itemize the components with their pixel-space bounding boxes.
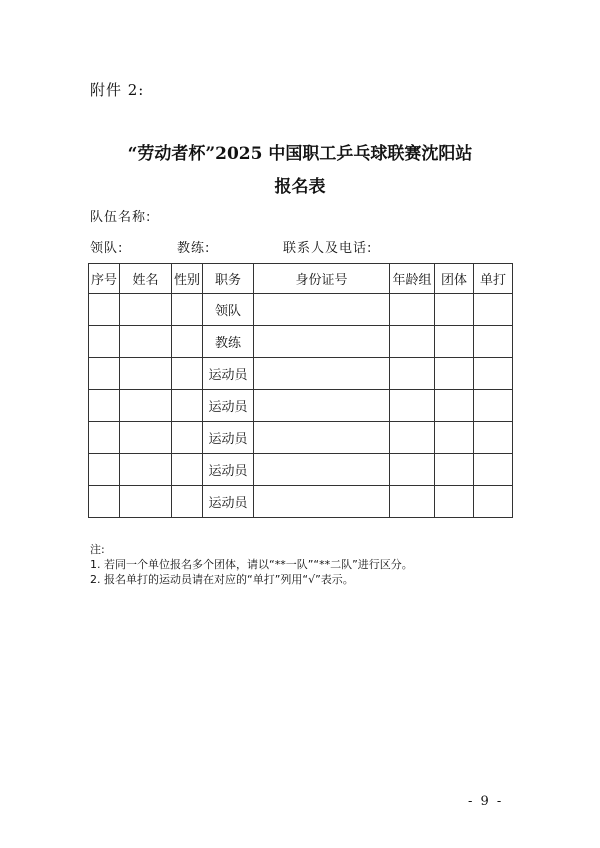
table-row [89,454,513,486]
registration-table [88,263,513,518]
empty-cell [390,326,435,358]
notes [90,542,413,587]
note-item: 2. 报名单打的运动员请在对应的“单打”列用“√”表示。 [90,573,354,586]
empty-cell [390,390,435,422]
empty-cell [172,294,203,326]
role-cell: 教练 [203,326,254,358]
empty-cell [474,358,513,390]
column-header: 职务 [203,264,254,294]
empty-cell [390,486,435,518]
column-header: 姓名 [120,264,172,294]
empty-cell [172,326,203,358]
empty-cell [390,422,435,454]
empty-cell [435,294,474,326]
coach-label: 教练: [177,241,211,256]
role-cell: 领队 [203,294,254,326]
empty-cell [89,358,120,390]
table-header-row [89,264,513,294]
table-row [89,294,513,326]
role-cell: 运动员 [203,422,254,454]
empty-cell [172,358,203,390]
empty-cell [172,390,203,422]
empty-cell [120,326,172,358]
empty-cell [120,390,172,422]
empty-cell [254,358,390,390]
table-row [89,422,513,454]
empty-cell [120,294,172,326]
leader-label: 领队: [90,241,124,256]
empty-cell [120,422,172,454]
role-cell: 运动员 [203,486,254,518]
empty-cell [254,454,390,486]
table-row [89,390,513,422]
empty-cell [390,294,435,326]
empty-cell [89,486,120,518]
role-cell: 运动员 [203,358,254,390]
empty-cell [390,454,435,486]
empty-cell [89,422,120,454]
page-number: - 9 - [468,794,504,809]
empty-cell [172,422,203,454]
empty-cell [254,326,390,358]
empty-cell [435,454,474,486]
table-row [89,326,513,358]
table-row [89,486,513,518]
table-body [89,294,513,518]
empty-cell [435,358,474,390]
empty-cell [89,294,120,326]
empty-cell [254,390,390,422]
column-header: 序号 [89,264,120,294]
empty-cell [474,294,513,326]
empty-cell [435,486,474,518]
empty-cell [474,454,513,486]
empty-cell [89,454,120,486]
empty-cell [120,486,172,518]
empty-cell [254,486,390,518]
notes-heading: 注: [90,543,105,556]
empty-cell [254,422,390,454]
empty-cell [435,326,474,358]
empty-cell [254,294,390,326]
empty-cell [474,422,513,454]
column-header: 性别 [172,264,203,294]
form-title: “劳动者杯”2025 中国职工乒乓球联赛沈阳站 [127,144,473,164]
column-header: 单打 [474,264,513,294]
empty-cell [172,486,203,518]
empty-cell [120,358,172,390]
column-header: 团体 [435,264,474,294]
empty-cell [120,454,172,486]
empty-cell [172,454,203,486]
empty-cell [474,486,513,518]
empty-cell [474,390,513,422]
empty-cell [435,422,474,454]
role-cell: 运动员 [203,454,254,486]
empty-cell [89,390,120,422]
role-cell: 运动员 [203,390,254,422]
contact-label: 联系人及电话: [283,241,373,256]
column-header: 年龄组 [390,264,435,294]
table-row [89,358,513,390]
note-item: 1. 若同一个单位报名多个团体，请以“**一队”“**二队”进行区分。 [90,558,413,571]
empty-cell [435,390,474,422]
attachment-label: 附件 2: [90,81,145,99]
empty-cell [89,326,120,358]
empty-cell [390,358,435,390]
column-header: 身份证号 [254,264,390,294]
team-name-label: 队伍名称: [90,210,152,225]
form-subtitle: 报名表 [274,177,326,197]
empty-cell [474,326,513,358]
